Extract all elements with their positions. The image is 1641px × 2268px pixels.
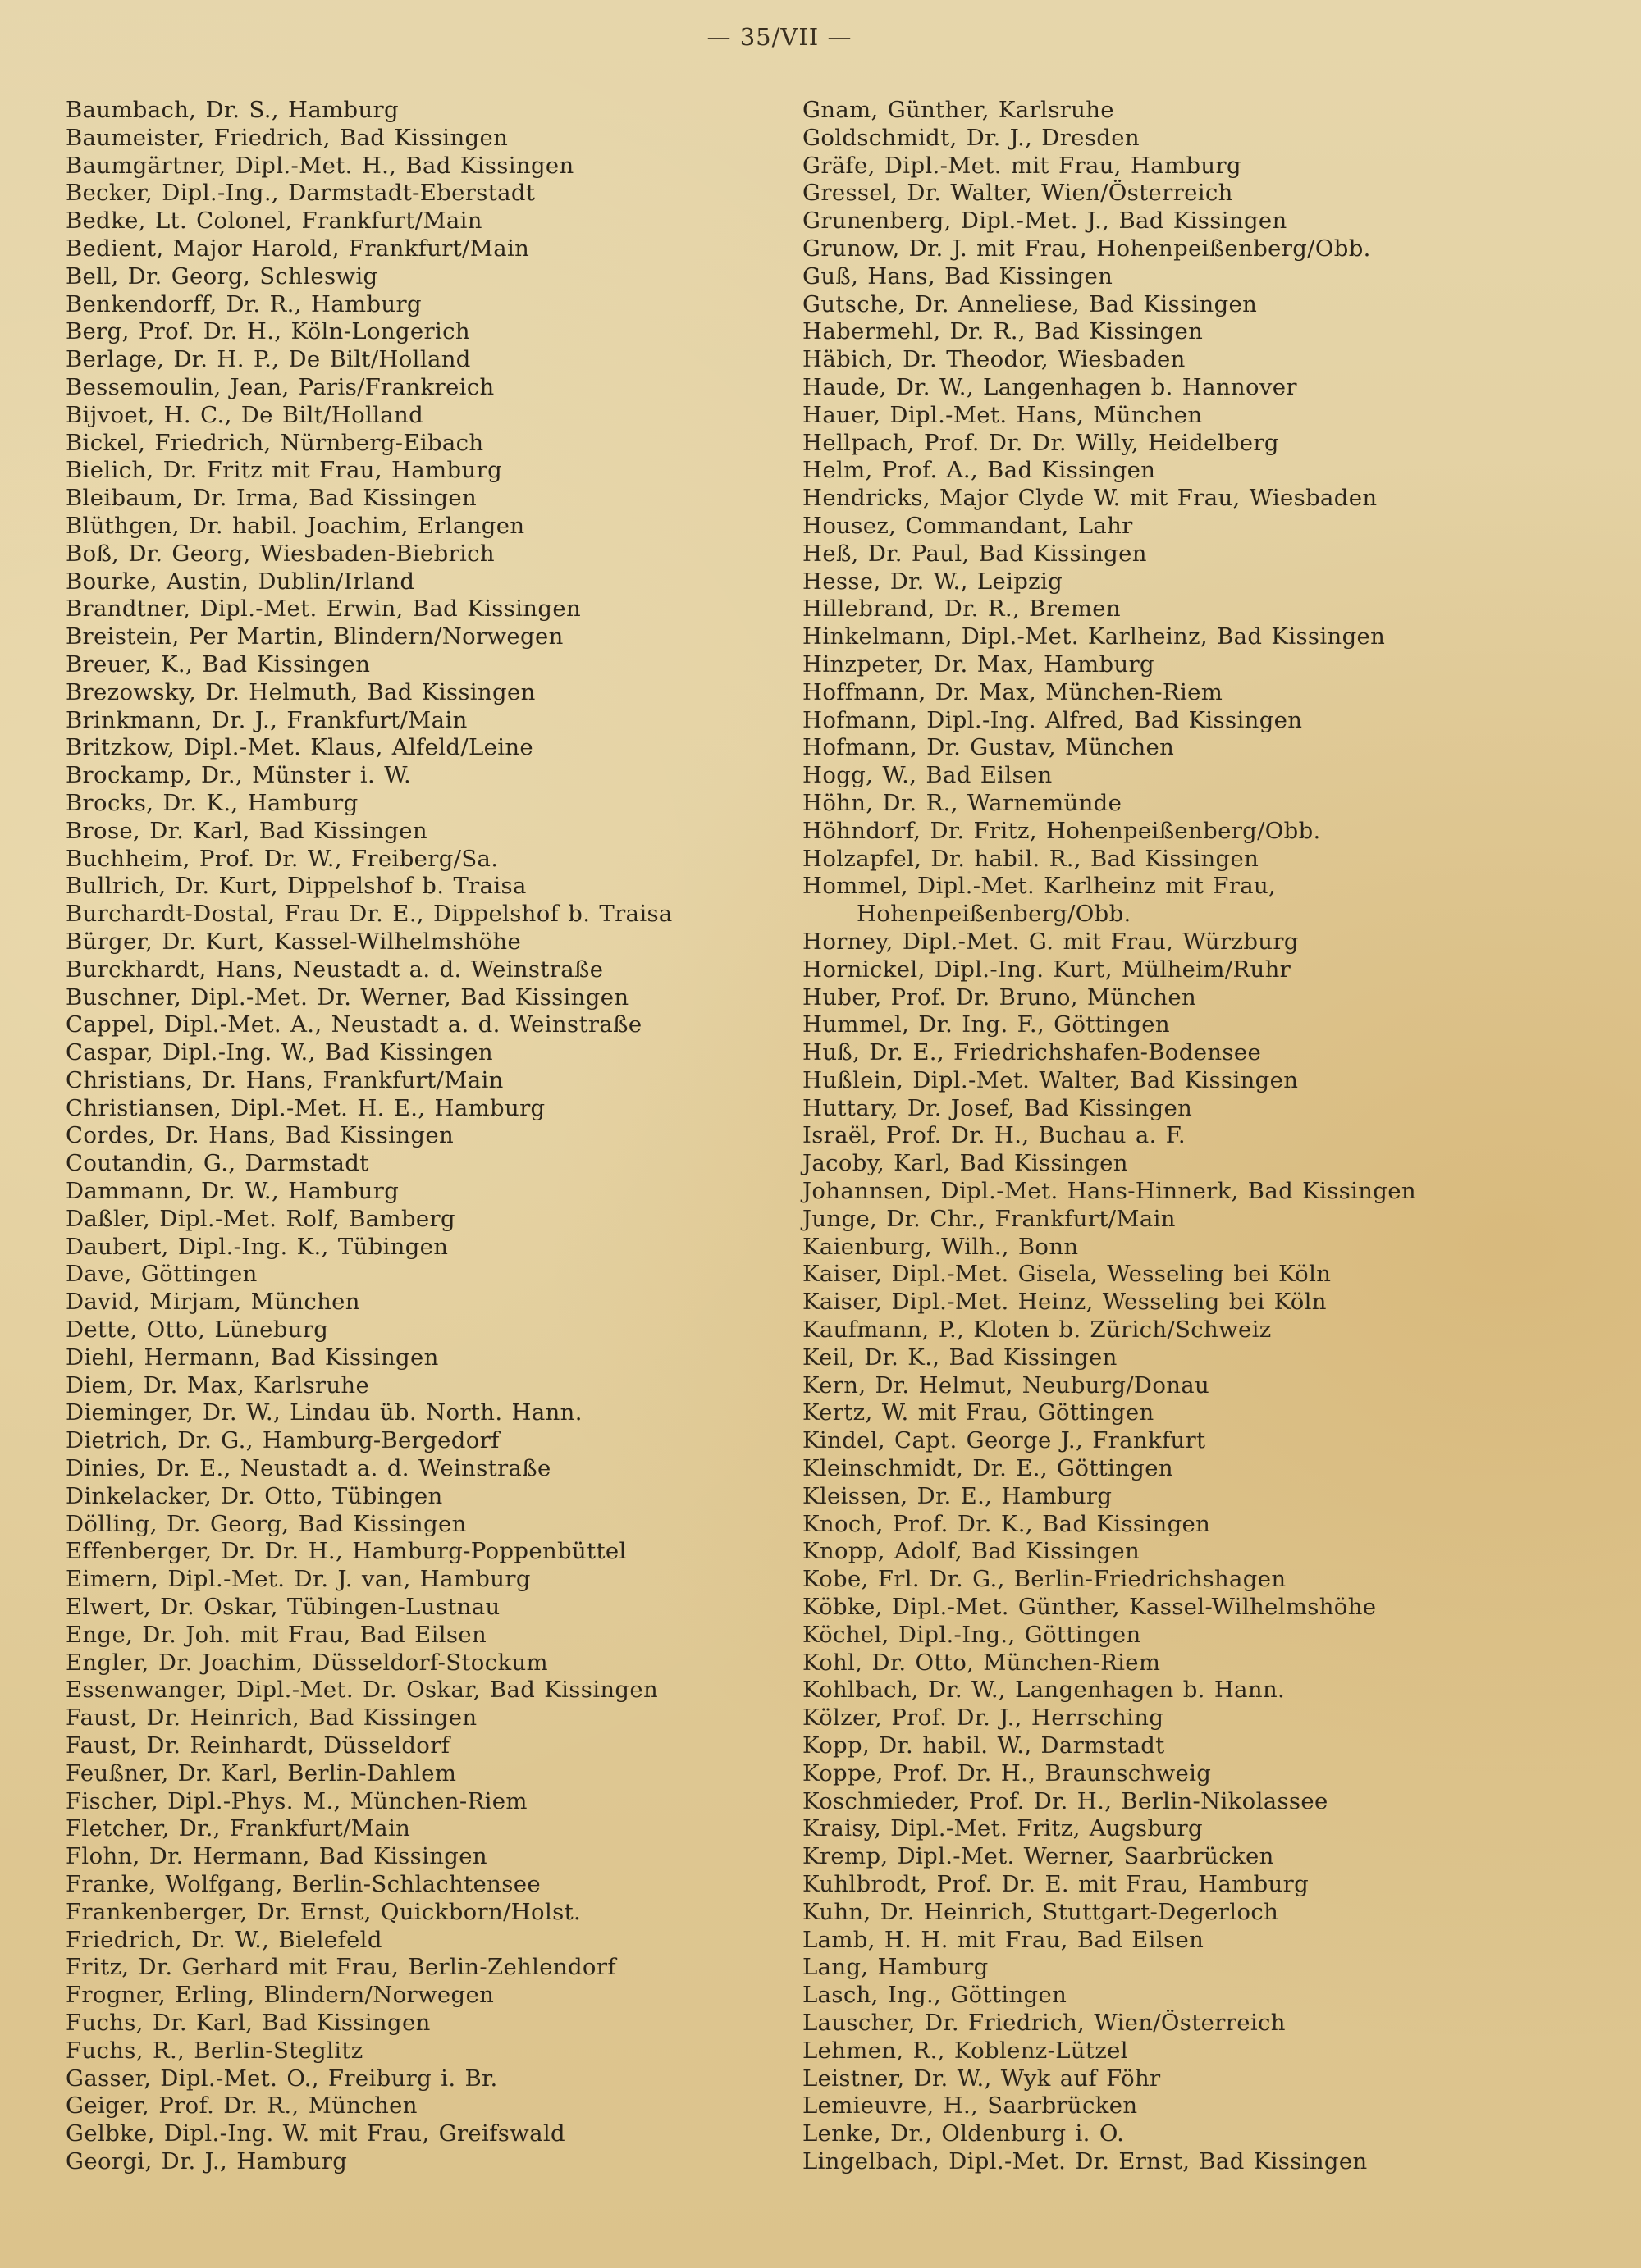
list-item: Heß, Dr. Paul, Bad Kissingen <box>802 540 1147 567</box>
list-item: Hußlein, Dipl.-Met. Walter, Bad Kissingen <box>802 1066 1299 1093</box>
list-item: Berg, Prof. Dr. H., Köln-Longerich <box>66 318 470 345</box>
list-item: Buchheim, Prof. Dr. W., Freiberg/Sa. <box>66 845 499 872</box>
list-item: Kobe, Frl. Dr. G., Berlin-Friedrichshagen <box>802 1566 1287 1593</box>
list-item: Lenke, Dr., Oldenburg i. O. <box>802 2120 1125 2147</box>
list-item: Hummel, Dr. Ing. F., Göttingen <box>802 1011 1170 1038</box>
list-item: Buschner, Dipl.-Met. Dr. Werner, Bad Kissingen <box>66 983 629 1011</box>
list-item: Berlage, Dr. H. P., De Bilt/Holland <box>66 346 471 373</box>
list-item: Kaufmann, P., Kloten b. Zürich/Schweiz <box>802 1317 1272 1344</box>
list-item: Bourke, Austin, Dublin/Irland <box>66 568 415 595</box>
list-item: Becker, Dipl.-Ing., Darmstadt-Eberstadt <box>66 180 536 207</box>
list-item: Diem, Dr. Max, Karlsruhe <box>66 1371 370 1399</box>
list-item: Enge, Dr. Joh. mit Frau, Bad Eilsen <box>66 1621 487 1648</box>
list-item: Hinzpeter, Dr. Max, Hamburg <box>802 650 1154 678</box>
list-item: Kertz, W. mit Frau, Göttingen <box>802 1399 1154 1426</box>
list-item: Daßler, Dipl.-Met. Rolf, Bamberg <box>66 1205 455 1232</box>
list-item: Lamb, H. H. mit Frau, Bad Eilsen <box>802 1926 1204 1953</box>
list-item: Kleinschmidt, Dr. E., Göttingen <box>802 1455 1173 1482</box>
list-item: Housez, Commandant, Lahr <box>802 512 1133 539</box>
list-item: Höhn, Dr. R., Warnemünde <box>802 789 1122 816</box>
list-item: Keil, Dr. K., Bad Kissingen <box>802 1344 1118 1371</box>
list-item: Fletcher, Dr., Frankfurt/Main <box>66 1815 411 1842</box>
list-item: Frankenberger, Dr. Ernst, Quickborn/Holst. <box>66 1898 582 1925</box>
list-item: Boß, Dr. Georg, Wiesbaden-Biebrich <box>66 540 495 567</box>
list-item: Burckhardt, Hans, Neustadt a. d. Weinstraße <box>66 956 604 983</box>
list-item: Daubert, Dipl.-Ing. K., Tübingen <box>66 1233 449 1260</box>
list-item: Köbke, Dipl.-Met. Günther, Kassel-Wilhelmshöhe <box>802 1594 1377 1621</box>
list-item: Britzkow, Dipl.-Met. Klaus, Alfeld/Leine <box>66 734 534 761</box>
list-item: Dave, Göttingen <box>66 1261 258 1288</box>
list-item: Breuer, K., Bad Kissingen <box>66 650 371 678</box>
list-item: Huttary, Dr. Josef, Bad Kissingen <box>802 1094 1193 1121</box>
list-item: Eimern, Dipl.-Met. Dr. J. van, Hamburg <box>66 1566 531 1593</box>
list-item: Baumeister, Friedrich, Bad Kissingen <box>66 124 509 151</box>
list-item: Baumbach, Dr. S., Hamburg <box>66 97 399 123</box>
list-item: Coutandin, G., Darmstadt <box>66 1150 369 1177</box>
list-item: Gutsche, Dr. Anneliese, Bad Kissingen <box>802 290 1258 317</box>
list-item: Horney, Dipl.-Met. G. mit Frau, Würzburg <box>802 928 1299 955</box>
list-item: Frogner, Erling, Blindern/Norwegen <box>66 1982 495 2009</box>
list-item: Brinkmann, Dr. J., Frankfurt/Main <box>66 706 468 733</box>
list-item: Dette, Otto, Lüneburg <box>66 1317 329 1344</box>
list-item: Dietrich, Dr. G., Hamburg-Bergedorf <box>66 1427 500 1454</box>
list-item: Jacoby, Karl, Bad Kissingen <box>802 1150 1128 1177</box>
page-number: — 35/VII — <box>706 23 852 51</box>
list-item: Hogg, W., Bad Eilsen <box>802 762 1053 789</box>
list-item: Knoch, Prof. Dr. K., Bad Kissingen <box>802 1510 1211 1537</box>
list-item: Häbich, Dr. Theodor, Wiesbaden <box>802 346 1186 373</box>
list-item: Cappel, Dipl.-Met. A., Neustadt a. d. Weinstraße <box>66 1011 642 1038</box>
list-item: Faust, Dr. Heinrich, Bad Kissingen <box>66 1704 478 1732</box>
list-item: Brose, Dr. Karl, Bad Kissingen <box>66 817 427 844</box>
list-item: Diehl, Hermann, Bad Kissingen <box>66 1344 439 1371</box>
list-item: Kaiser, Dipl.-Met. Gisela, Wesseling bei Köln <box>802 1261 1332 1288</box>
list-item: Bell, Dr. Georg, Schleswig <box>66 262 378 290</box>
list-item: Bijvoet, H. C., De Bilt/Holland <box>66 401 424 428</box>
list-item: Bielich, Dr. Fritz mit Frau, Hamburg <box>66 457 503 484</box>
list-item: Hauer, Dipl.-Met. Hans, München <box>802 401 1203 428</box>
list-item: Bullrich, Dr. Kurt, Dippelshof b. Traisa <box>66 873 527 900</box>
list-item: Junge, Dr. Chr., Frankfurt/Main <box>802 1205 1176 1232</box>
list-item: Faust, Dr. Reinhardt, Düsseldorf <box>66 1732 450 1759</box>
list-item: Christiansen, Dipl.-Met. H. E., Hamburg <box>66 1094 546 1121</box>
list-item: Kopp, Dr. habil. W., Darmstadt <box>802 1732 1165 1759</box>
list-item: Hofmann, Dr. Gustav, München <box>802 734 1175 761</box>
list-item: Guß, Hans, Bad Kissingen <box>802 262 1113 290</box>
participant-list-left-column <box>66 97 788 2176</box>
list-item: Hornickel, Dipl.-Ing. Kurt, Mülheim/Ruhr <box>802 956 1291 983</box>
list-item: David, Mirjam, München <box>66 1289 360 1316</box>
list-item: Hommel, Dipl.-Met. Karlheinz mit Frau, <box>802 873 1277 900</box>
list-item: Friedrich, Dr. W., Bielefeld <box>66 1926 382 1953</box>
list-item: Kölzer, Prof. Dr. J., Herrsching <box>802 1704 1164 1732</box>
list-item: Lingelbach, Dipl.-Met. Dr. Ernst, Bad Kissingen <box>802 2147 1368 2174</box>
list-item: Kaiser, Dipl.-Met. Heinz, Wesseling bei Köln <box>802 1289 1327 1316</box>
list-item: Gelbke, Dipl.-Ing. W. mit Frau, Greifswald <box>66 2120 565 2147</box>
list-item: Hillebrand, Dr. R., Bremen <box>802 596 1121 623</box>
list-item: Hendricks, Major Clyde W. mit Frau, Wiesbaden <box>802 485 1378 512</box>
list-item: Kuhn, Dr. Heinrich, Stuttgart-Degerloch <box>802 1898 1279 1925</box>
list-item: Fischer, Dipl.-Phys. M., München-Riem <box>66 1787 528 1814</box>
list-item: Lehmen, R., Koblenz-Lützel <box>802 2037 1128 2064</box>
list-item: Johannsen, Dipl.-Met. Hans-Hinnerk, Bad Kissingen <box>802 1178 1416 1205</box>
list-item: Burchardt-Dostal, Frau Dr. E., Dippelshof b. Traisa <box>66 901 673 928</box>
list-item: Leistner, Dr. W., Wyk auf Föhr <box>802 2065 1161 2092</box>
list-item: Bessemoulin, Jean, Paris/Frankreich <box>66 373 495 400</box>
list-item: Bickel, Friedrich, Nürnberg-Eibach <box>66 429 484 456</box>
list-item: Gasser, Dipl.-Met. O., Freiburg i. Br. <box>66 2065 498 2092</box>
list-item: Franke, Wolfgang, Berlin-Schlachtensee <box>66 1871 541 1897</box>
list-item-continuation: Hohenpeißenberg/Obb. <box>857 901 1131 928</box>
list-item: Haude, Dr. W., Langenhagen b. Hannover <box>802 373 1297 400</box>
list-item: Kremp, Dipl.-Met. Werner, Saarbrücken <box>802 1843 1274 1870</box>
list-item: Cordes, Dr. Hans, Bad Kissingen <box>66 1122 455 1149</box>
list-item: Bedke, Lt. Colonel, Frankfurt/Main <box>66 208 482 235</box>
list-item: Kleissen, Dr. E., Hamburg <box>802 1482 1113 1509</box>
list-item: Höhndorf, Dr. Fritz, Hohenpeißenberg/Obb. <box>802 817 1321 844</box>
list-item: Lauscher, Dr. Friedrich, Wien/Österreich <box>802 2009 1286 2036</box>
list-item: Hesse, Dr. W., Leipzig <box>802 568 1063 595</box>
list-item: Goldschmidt, Dr. J., Dresden <box>802 124 1140 151</box>
list-item: Fuchs, Dr. Karl, Bad Kissingen <box>66 2009 431 2036</box>
list-item: Grunow, Dr. J. mit Frau, Hohenpeißenberg/Obb. <box>802 235 1371 262</box>
list-item: Dieminger, Dr. W., Lindau üb. North. Hann. <box>66 1399 583 1426</box>
list-item: Bedient, Major Harold, Frankfurt/Main <box>66 235 530 262</box>
list-item: Feußner, Dr. Karl, Berlin-Dahlem <box>66 1759 457 1787</box>
list-item: Kuhlbrodt, Prof. Dr. E. mit Frau, Hamburg <box>802 1871 1310 1897</box>
list-item: Georgi, Dr. J., Hamburg <box>66 2147 348 2174</box>
list-item: Helm, Prof. A., Bad Kissingen <box>802 457 1156 484</box>
list-item: Essenwanger, Dipl.-Met. Dr. Oskar, Bad Kissingen <box>66 1677 659 1704</box>
list-item: Breistein, Per Martin, Blindern/Norwegen <box>66 623 564 650</box>
list-item: Baumgärtner, Dipl.-Met. H., Bad Kissingen <box>66 152 574 179</box>
list-item: Brezowsky, Dr. Helmuth, Bad Kissingen <box>66 678 536 705</box>
list-item: Knopp, Adolf, Bad Kissingen <box>802 1538 1140 1565</box>
list-item: Flohn, Dr. Hermann, Bad Kissingen <box>66 1843 487 1870</box>
list-item: Engler, Dr. Joachim, Düsseldorf-Stockum <box>66 1649 548 1676</box>
list-item: Brocks, Dr. K., Hamburg <box>66 789 359 816</box>
list-item: Koppe, Prof. Dr. H., Braunschweig <box>802 1759 1212 1787</box>
list-item: Effenberger, Dr. Dr. H., Hamburg-Poppenbüttel <box>66 1538 627 1565</box>
list-item: Dinies, Dr. E., Neustadt a. d. Weinstraße <box>66 1455 551 1482</box>
list-item: Israël, Prof. Dr. H., Buchau a. F. <box>802 1122 1186 1149</box>
list-item: Brockamp, Dr., Münster i. W. <box>66 762 412 789</box>
list-item: Huß, Dr. E., Friedrichshafen-Bodensee <box>802 1039 1262 1066</box>
list-item: Kaienburg, Wilh., Bonn <box>802 1233 1079 1260</box>
list-item: Gressel, Dr. Walter, Wien/Österreich <box>802 180 1233 207</box>
list-item: Lang, Hamburg <box>802 1954 989 1981</box>
list-item: Kraisy, Dipl.-Met. Fritz, Augsburg <box>802 1815 1203 1842</box>
list-item: Brandtner, Dipl.-Met. Erwin, Bad Kissingen <box>66 596 582 623</box>
list-item: Kindel, Capt. George J., Frankfurt <box>802 1427 1206 1454</box>
list-item: Huber, Prof. Dr. Bruno, München <box>802 983 1197 1011</box>
list-item: Grunenberg, Dipl.-Met. J., Bad Kissingen <box>802 208 1287 235</box>
list-item: Hinkelmann, Dipl.-Met. Karlheinz, Bad Kissingen <box>802 623 1386 650</box>
list-item: Dammann, Dr. W., Hamburg <box>66 1178 400 1205</box>
list-item: Holzapfel, Dr. habil. R., Bad Kissingen <box>802 845 1259 872</box>
list-item: Lasch, Ing., Göttingen <box>802 1982 1067 2009</box>
list-item: Geiger, Prof. Dr. R., München <box>66 2092 418 2120</box>
list-item: Kern, Dr. Helmut, Neuburg/Donau <box>802 1371 1210 1399</box>
list-item: Hoffmann, Dr. Max, München-Riem <box>802 678 1223 705</box>
list-item: Koschmieder, Prof. Dr. H., Berlin-Nikolassee <box>802 1787 1328 1814</box>
list-item: Hofmann, Dipl.-Ing. Alfred, Bad Kissingen <box>802 706 1303 733</box>
list-item: Kohl, Dr. Otto, München-Riem <box>802 1649 1161 1676</box>
list-item: Benkendorff, Dr. R., Hamburg <box>66 290 422 317</box>
list-item: Gräfe, Dipl.-Met. mit Frau, Hamburg <box>802 152 1241 179</box>
list-item: Fritz, Dr. Gerhard mit Frau, Berlin-Zehlendorf <box>66 1954 616 1981</box>
list-item: Hellpach, Prof. Dr. Dr. Willy, Heidelberg <box>802 429 1279 456</box>
list-item: Lemieuvre, H., Saarbrücken <box>802 2092 1138 2120</box>
list-item: Gnam, Günther, Karlsruhe <box>802 97 1114 123</box>
list-item: Kohlbach, Dr. W., Langenhagen b. Hann. <box>802 1677 1286 1704</box>
list-item: Dölling, Dr. Georg, Bad Kissingen <box>66 1510 467 1537</box>
list-item: Bleibaum, Dr. Irma, Bad Kissingen <box>66 485 478 512</box>
participant-list-right-column <box>802 97 1590 2176</box>
list-item: Bürger, Dr. Kurt, Kassel-Wilhelmshöhe <box>66 928 522 955</box>
list-item: Caspar, Dipl.-Ing. W., Bad Kissingen <box>66 1039 493 1066</box>
list-item: Dinkelacker, Dr. Otto, Tübingen <box>66 1482 443 1509</box>
list-item: Fuchs, R., Berlin-Steglitz <box>66 2037 363 2064</box>
list-item: Christians, Dr. Hans, Frankfurt/Main <box>66 1066 504 1093</box>
list-item: Elwert, Dr. Oskar, Tübingen-Lustnau <box>66 1594 501 1621</box>
list-item: Köchel, Dipl.-Ing., Göttingen <box>802 1621 1141 1648</box>
list-item: Habermehl, Dr. R., Bad Kissingen <box>802 318 1204 345</box>
list-item: Blüthgen, Dr. habil. Joachim, Erlangen <box>66 512 525 539</box>
